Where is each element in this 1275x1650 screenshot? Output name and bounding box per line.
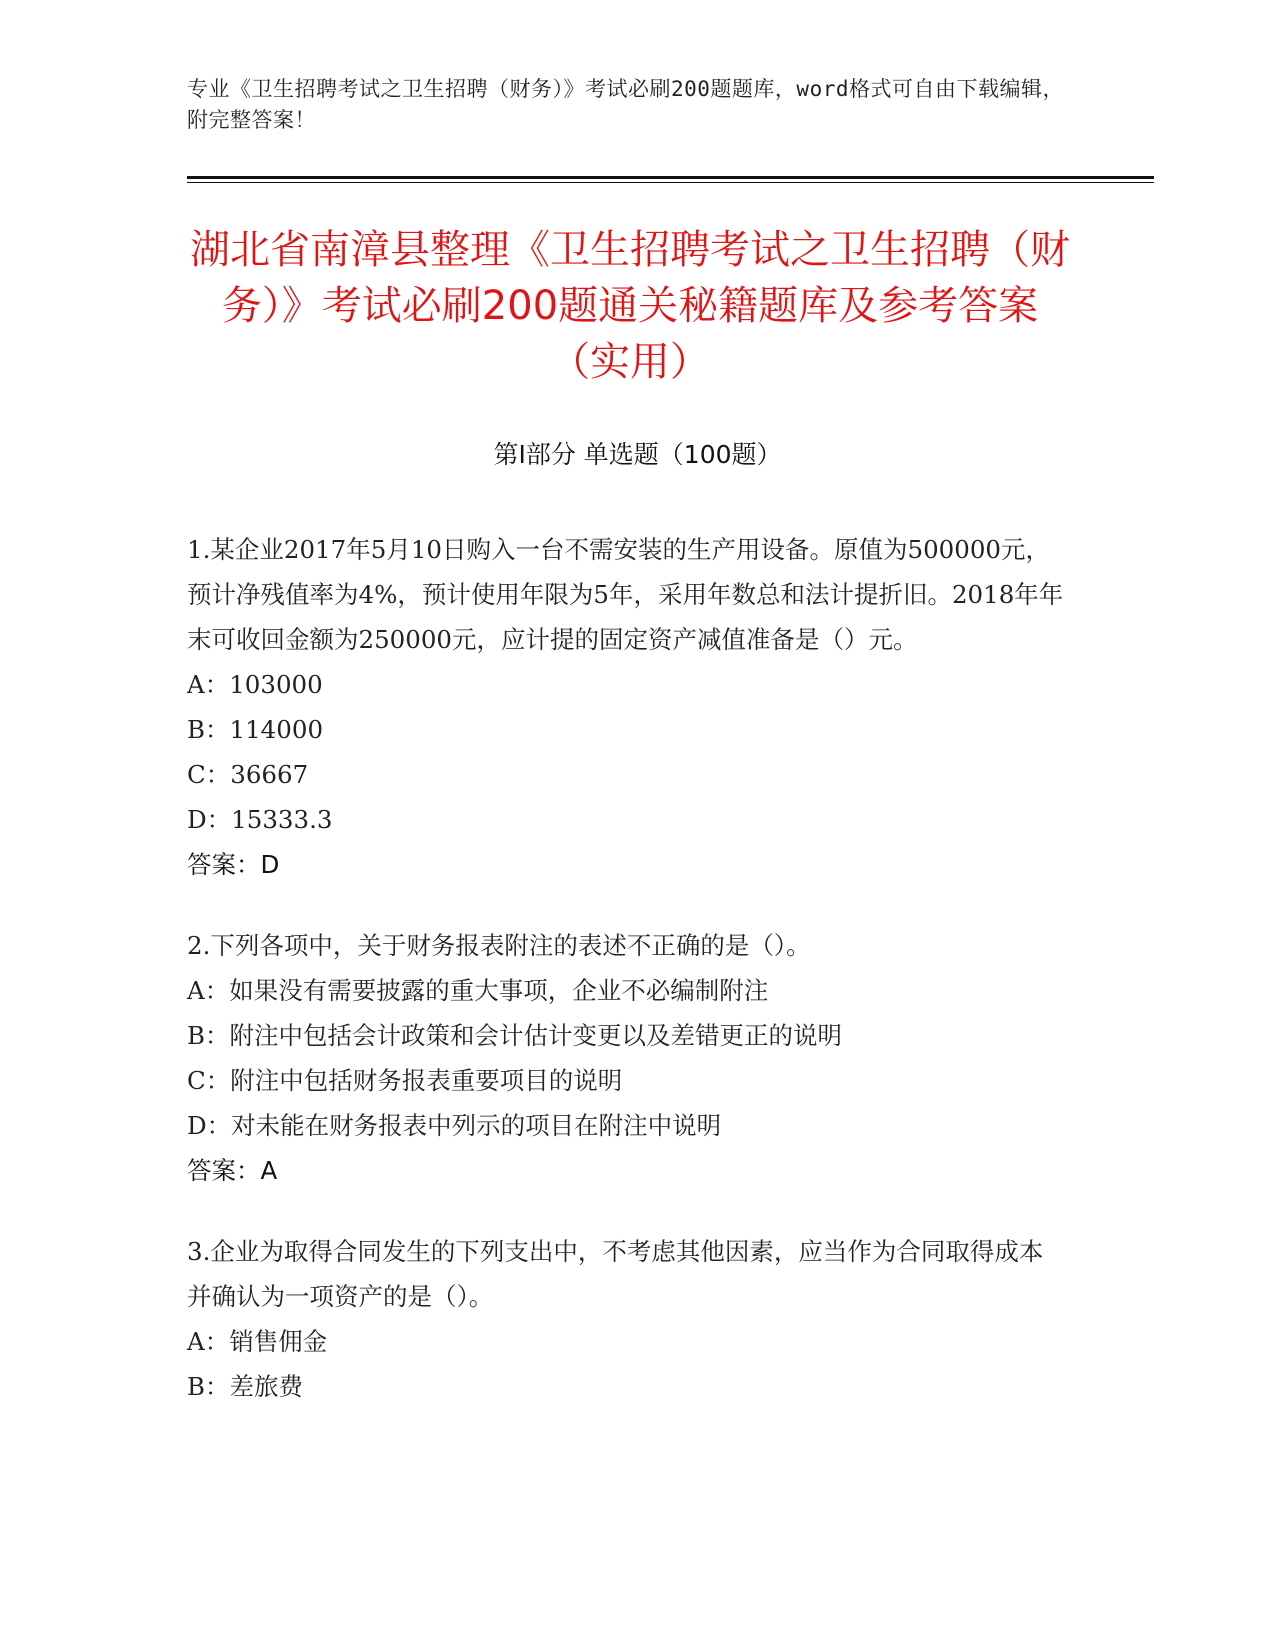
option-a: A：销售佣金 [187, 1327, 328, 1356]
option-c: C：36667 [187, 760, 309, 789]
option-b: B：114000 [187, 715, 324, 744]
option-d: D：15333.3 [187, 805, 333, 834]
answer: 答案：A [187, 1156, 278, 1185]
question-2 [187, 923, 1067, 1193]
question-stem: 1.某企业2017年5月10日购入一台不需安装的生产用设备。原值为500000元，预计净残值率为4%，预计使用年限为5年，采用年数总和法计提折旧。2018年年末可收回金额为250000元，应计提的固定资产减值准备是（）元。 [187, 535, 1064, 654]
question-stem: 3.企业为取得合同发生的下列支出中，不考虑其他因素，应当作为合同取得成本并确认为一项资产的是（）。 [187, 1237, 1044, 1311]
header-divider-thick [187, 176, 1154, 179]
option-c: C：附注中包括财务报表重要项目的说明 [187, 1066, 623, 1095]
option-a: A：如果没有需要披露的重大事项，企业不必编制附注 [187, 976, 769, 1005]
answer: 答案：D [187, 850, 280, 879]
question-list [187, 527, 1067, 1445]
option-b: B：差旅费 [187, 1372, 304, 1401]
section-heading: 第I部分 单选题（100题） [493, 440, 782, 469]
document-title: 湖北省南漳县整理《卫生招聘考试之卫生招聘（财务）》考试必刷200题通关秘籍题库及参考答案（实用） [190, 227, 1070, 385]
option-d: D：对未能在财务报表中列示的项目在附注中说明 [187, 1111, 722, 1140]
question-stem: 2.下列各项中，关于财务报表附注的表述不正确的是（）。 [187, 931, 811, 960]
option-b: B：附注中包括会计政策和会计估计变更以及差错更正的说明 [187, 1021, 843, 1050]
question-3 [187, 1229, 1067, 1409]
question-1 [187, 527, 1067, 887]
header-note: 专业《卫生招聘考试之卫生招聘（财务）》考试必刷200题题库，word格式可自由下载编辑，附完整答案！ [187, 77, 1064, 132]
option-a: A：103000 [187, 670, 323, 699]
header-divider-thin [187, 182, 1154, 183]
